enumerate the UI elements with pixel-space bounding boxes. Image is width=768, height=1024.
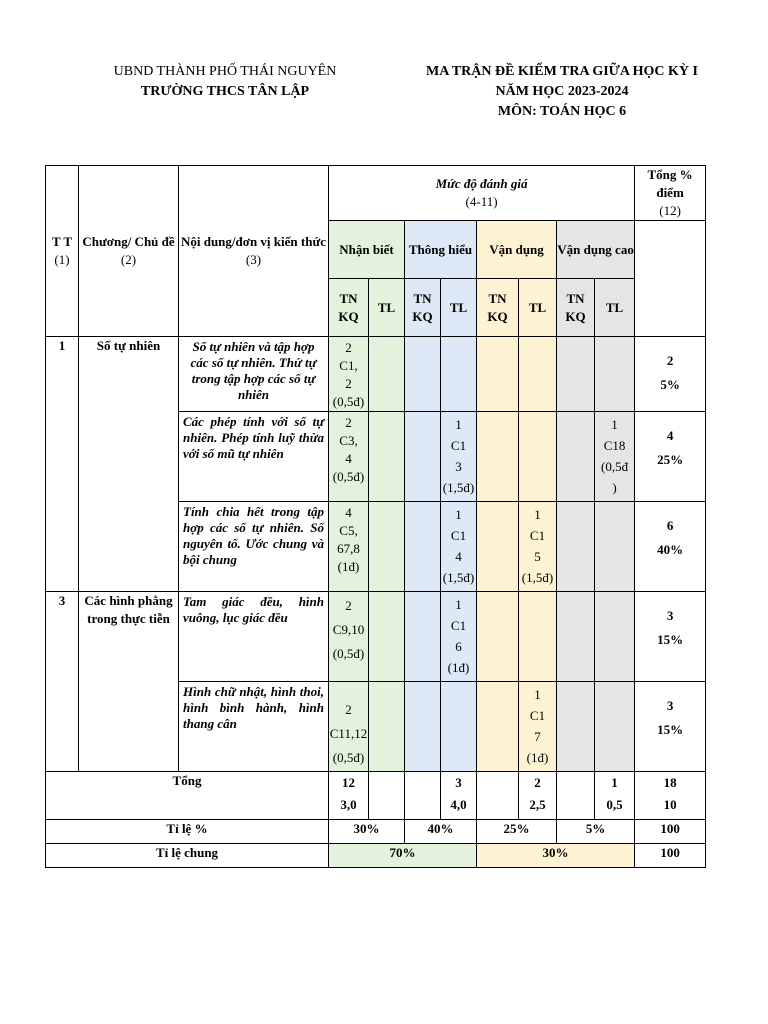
row-total: 6 40% (635, 502, 706, 592)
total-th: 3 4,0 (441, 772, 477, 820)
total-vd: 2 2,5 (519, 772, 557, 820)
row-total: 2 5% (635, 337, 706, 412)
total-nb: 12 3,0 (329, 772, 369, 820)
summary-ratio-row (46, 820, 706, 844)
summary-common-row (46, 844, 706, 868)
level-nb: Nhận biết (329, 221, 405, 279)
cell-nb-tn: 4 C5, 67,8 (1đ) (329, 502, 369, 592)
row-tt: 3 (46, 592, 79, 772)
ratio-total: 100 (635, 820, 706, 844)
ratio-nb: 30% (329, 820, 405, 844)
row-content: Các phép tính với số tự nhiên. Phép tính luỹ thừa với số mũ tự nhiên (179, 412, 329, 502)
table-row (46, 592, 706, 682)
common-b: 30% (477, 844, 635, 868)
header-right (392, 62, 732, 122)
doc-title: MA TRẬN ĐỀ KIỂM TRA GIỮA HỌC KỲ I (426, 64, 698, 79)
city-committee: UBND THÀNH PHỐ THÁI NGUYÊN (113, 64, 337, 79)
vd-tnkq: TN KQ (477, 279, 519, 337)
nb-tnkq: TN KQ (329, 279, 369, 337)
ratio-th: 40% (405, 820, 477, 844)
row-total: 3 15% (635, 682, 706, 772)
cell-vdc-tl: 1 C18 (0,5đ ) (595, 412, 635, 502)
cell-th-tl: 1 C1 3 (1,5đ) (441, 412, 477, 502)
row-content: Tính chia hết trong tập hợp các số tự nhiên. Số nguyên tố. Ước chung và bội chung (179, 502, 329, 592)
col-content: Nội dung/đơn vị kiến thức (3) (179, 166, 329, 337)
level-th: Thông hiểu (405, 221, 477, 279)
col-level: Mức độ đánh giá (4-11) (329, 166, 635, 221)
ratio-label: Tỉ lệ % (46, 820, 329, 844)
row-total: 3 15% (635, 592, 706, 682)
total-vdc: 1 0,5 (595, 772, 635, 820)
nb-tl: TL (369, 279, 405, 337)
ratio-vd: 25% (477, 820, 557, 844)
matrix-table (45, 165, 706, 868)
total-all: 18 10 (635, 772, 706, 820)
header-left (80, 62, 370, 102)
vdc-tl: TL (595, 279, 635, 337)
cell-nb-tn: 2 C11,12 (0,5đ) (329, 682, 369, 772)
col-chapter: Chương/ Chủ đề (2) (79, 166, 179, 337)
common-label: Tỉ lệ chung (46, 844, 329, 868)
ratio-vdc: 5% (557, 820, 635, 844)
vd-tl: TL (519, 279, 557, 337)
row-chapter: Số tự nhiên (79, 337, 179, 592)
subject: MÔN: TOÁN HỌC 6 (497, 104, 627, 119)
th-tnkq: TN KQ (405, 279, 441, 337)
row-tt: 1 (46, 337, 79, 592)
row-content: Hình chữ nhật, hình thoi, hình bình hành, hình thang cân (179, 682, 329, 772)
cell-vd-tl: 1 C1 5 (1,5đ) (519, 502, 557, 592)
cell-th-tl: 1 C1 6 (1đ) (441, 592, 477, 682)
col-tt: T T (1) (46, 166, 79, 337)
school-year: NĂM HỌC 2023-2024 (495, 84, 629, 99)
level-vd: Vận dụng (477, 221, 557, 279)
school-name: TRƯỜNG THCS TÂN LẬP (140, 84, 310, 99)
cell-nb-tn: 2 C1, 2 (0,5đ) (329, 337, 369, 412)
vdc-tnkq: TN KQ (557, 279, 595, 337)
cell-nb-tn: 2 C3, 4 (0,5đ) (329, 412, 369, 502)
level-vdc: Vận dụng cao (557, 221, 635, 279)
cell-nb-tn: 2 C9,10 (0,5đ) (329, 592, 369, 682)
th-tl: TL (441, 279, 477, 337)
row-chapter: Các hình phẳng trong thực tiễn (79, 592, 179, 772)
row-content: Tam giác đều, hình vuông, lục giác đều (179, 592, 329, 682)
total-label: Tổng (46, 772, 329, 820)
total-empty (635, 221, 706, 337)
common-a: 70% (329, 844, 477, 868)
row-content: Số tự nhiên và tập hợp các số tự nhiên. Thứ tự trong tập hợp các số tự nhiên (179, 337, 329, 412)
summary-total-row (46, 772, 706, 820)
row-total: 4 25% (635, 412, 706, 502)
common-total: 100 (635, 844, 706, 868)
cell-vd-tl: 1 C1 7 (1đ) (519, 682, 557, 772)
col-total: Tổng % điểm (12) (635, 166, 706, 221)
table-row (46, 337, 706, 412)
cell-th-tl: 1 C1 4 (1,5đ) (441, 502, 477, 592)
